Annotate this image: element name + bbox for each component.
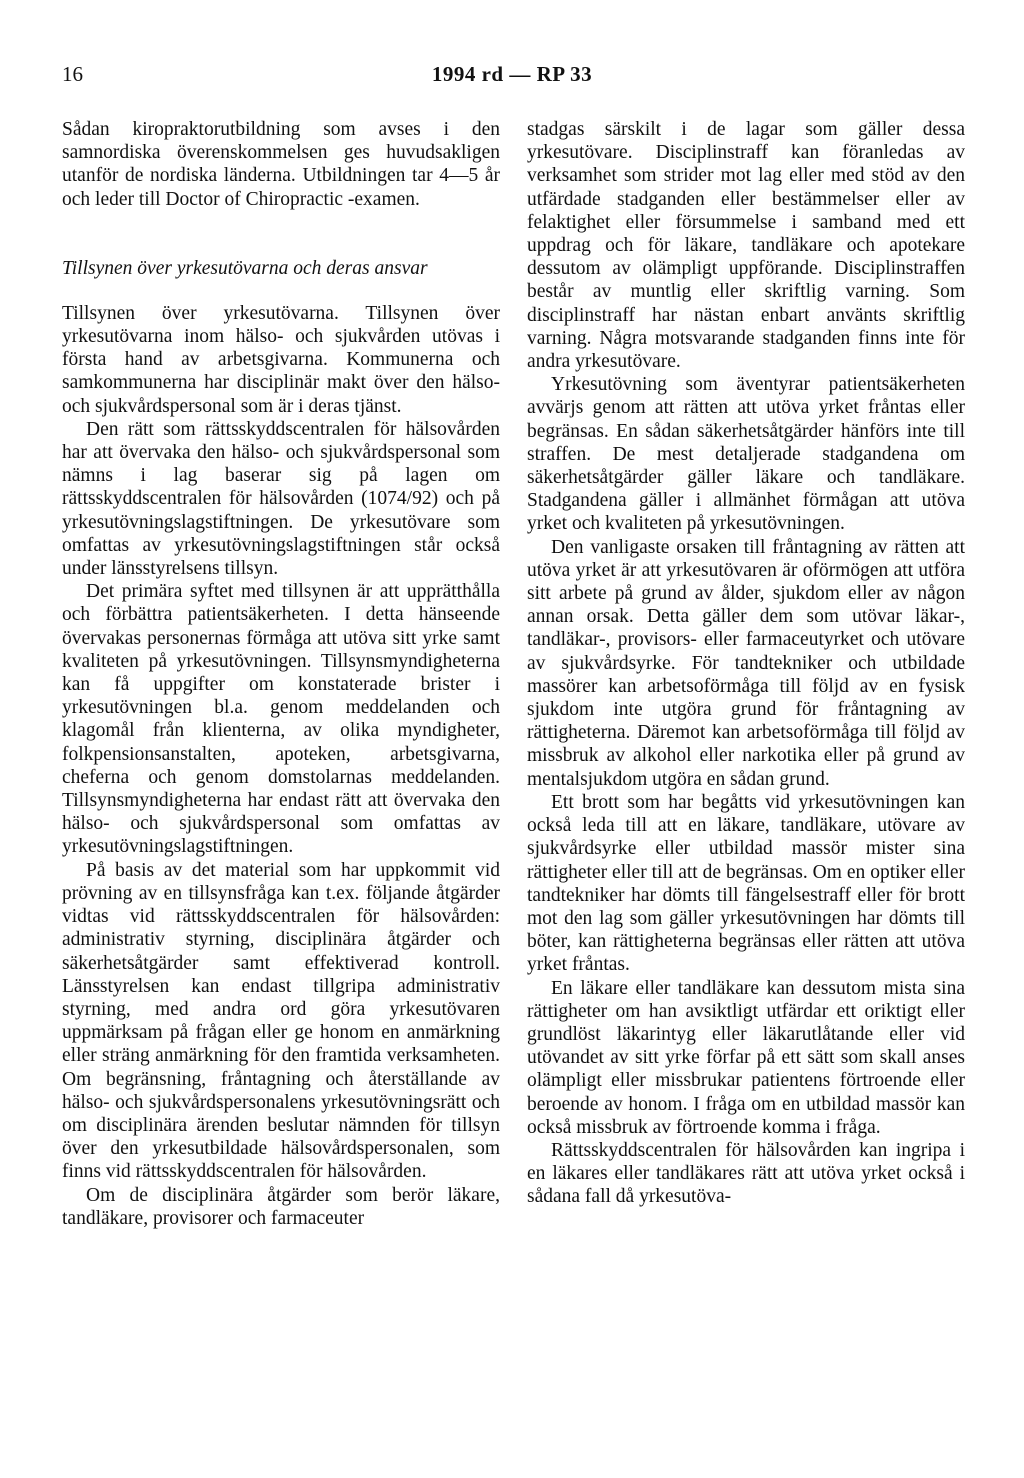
section-heading: Tillsynen över yrkesutövarna och deras ansvar (62, 257, 428, 279)
right-column (527, 118, 965, 1209)
paragraph: Yrkesutövning som äventyrar patientsäkerheten avvärjs genom att rätten att utöva yrket fråntas eller begränsas. En sådan säkerhetsåtgärder hänförs inte till straffen. De mest detaljerade stadgandena om säkerhetsåtgärder gäller läkare och tandläkare. Stadgandena gäller i allmänhet förmågan att utöva yrket och kvaliteten på yrkesutövningen. (527, 374, 965, 535)
paragraph: På basis av det material som har uppkommit vid prövning av en tillsynsfråga kan t.ex. följande åtgärder vidtas vid rättsskyddscentralen för hälsovården: administrativ styrning, disciplinära åtgärder och säkerhetsåtgärder samt effektiverad kontroll. Länsstyrelsen kan endast tillgripa administrativ styrning, med andra ord göra yrkesutövaren uppmärksam på frågan eller ge honom en anmärkning eller sträng anmärkning för den framtida verksamheten. Om begränsning, fråntagning och återställande av hälso- och sjukvårdspersonalens yrkesutövningsrätt och om disciplinära ärenden beslutar nämnden för tillsyn över den yrkesutbildade hälsovårdspersonalen, som finns vid rättsskyddscentralen för hälsovården. (62, 859, 500, 1183)
paragraph: Ett brott som har begåtts vid yrkesutövningen kan också leda till att en läkare, tandläkare, utövare av sjukvårdsyrke eller utbildad massör mister sina rättigheter eller till att de begränsas. Om en optiker eller tandtekniker har dömts till fängelsestraff eller för brott mot den lag som gäller yrkesutövningen har dömts till böter, kan rättigheterna begränsas eller rätten att utöva yrket fråntas. (527, 791, 965, 976)
paragraph: stadgas särskilt i de lagar som gäller dessa yrkesutövare. Disciplinstraff kan föranledas av verksamhet som strider mot lag eller med stöd av den utfärdade stadganden eller bestämmelser eller av felaktighet eller försummelse i samband med ett uppdrag och för läkare, tandläkare och apotekare dessutom av olämpligt uppförande. Disciplinstraffen består av muntlig eller skriftlig varning. Som disciplinstraff har nästan enbart använts skriftlig varning. Några motsvarande stadganden finns inte för andra yrkesutövare. (527, 119, 965, 373)
paragraph: Det primära syftet med tillsynen är att upprätthålla och förbättra patientsäkerheten. I detta hänseende övervakas personernas förmåga att utöva sitt yrke samt kvaliteten på yrkesutövningen. Tillsynsmyndigheterna kan få uppgifter om konstaterade brister i yrkesutövningen bl.a. genom meddelanden och klagomål från klienterna, av olika myndigheter, folkpensionsanstalten, apoteken, arbetsgivarna, cheferna och genom domstolarnas meddelanden. Tillsynsmyndigheterna har endast rätt att övervaka den hälso- och sjukvårdspersonal som omfattas av yrkesutövningslagstiftningen. (62, 581, 500, 858)
page-header (0, 62, 1024, 92)
paragraph: En läkare eller tandläkare kan dessutom mista sina rättigheter om han avsiktligt utfärdar ett oriktigt eller grundlöst läkarintyg eller läkarutlåtande eller vid utövandet av sitt yrke förfar på ett sätt som skall anses olämpligt eller missbrukar patientens förtroende eller beroende av honom. I fråga om en utbildad massör kan också missbruk av förtroende komma i fråga. (527, 977, 965, 1138)
document-reference: 1994 rd — RP 33 (431, 62, 593, 86)
paragraph: Den vanligaste orsaken till fråntagning av rätten att utöva yrket är att yrkesutövaren är oförmögen att utföra sitt arbete på grund av ålder, sjukdom eller av någon annan orsak. Detta gäller dem som utövar läkar-, tandläkar-, provisors- eller farmaceutyrket och utövare av sjukvårdsyrke. För tandtekniker och utbildade massörer kan arbetsoförmåga till följd av en fysisk sjukdom inte utgöra grund för fråntagning av rättigheterna. Däremot kan arbetsoförmåga till följd av missbruk av alkohol eller narkotika eller på grund av mentalsjukdom utgöra en sådan grund. (527, 536, 965, 790)
left-column (62, 118, 500, 1230)
paragraph: Rättsskyddscentralen för hälsovården kan ingripa i en läkares eller tandläkares rätt att utöva yrket också i sådana fall då yrkesutöva- (527, 1139, 965, 1208)
paragraph: Om de disciplinära åtgärder som berör läkare, tandläkare, provisorer och farmaceuter (62, 1184, 500, 1229)
page-number: 16 (62, 62, 83, 86)
paragraph: Sådan kiropraktorutbildning som avses i den samnordiska överenskommelsen ges huvudsakligen utanför de nordiska länderna. Utbildningen tar 4—5 år och leder till Doctor of Chiropractic -examen. (62, 119, 500, 210)
paragraph: Tillsynen över yrkesutövarna. Tillsynen över yrkesutövarna inom hälso- och sjukvården utövas i första hand av arbetsgivarna. Kommunerna och samkommunerna har disciplinär makt över den hälso- och sjukvårdspersonal som är i deras tjänst. (62, 302, 500, 417)
paragraph: Den rätt som rättsskyddscentralen för hälsovården har att övervaka den hälso- och sjukvårdspersonal som nämns i lag baserar sig på lagen om rättsskyddscentralen för hälsovården (1074/92) och på yrkesutövningslagstiftningen. De yrkesutövare som omfattas av yrkesutövningslagstiftningen står också under länsstyrelsens tillsyn. (62, 418, 500, 580)
